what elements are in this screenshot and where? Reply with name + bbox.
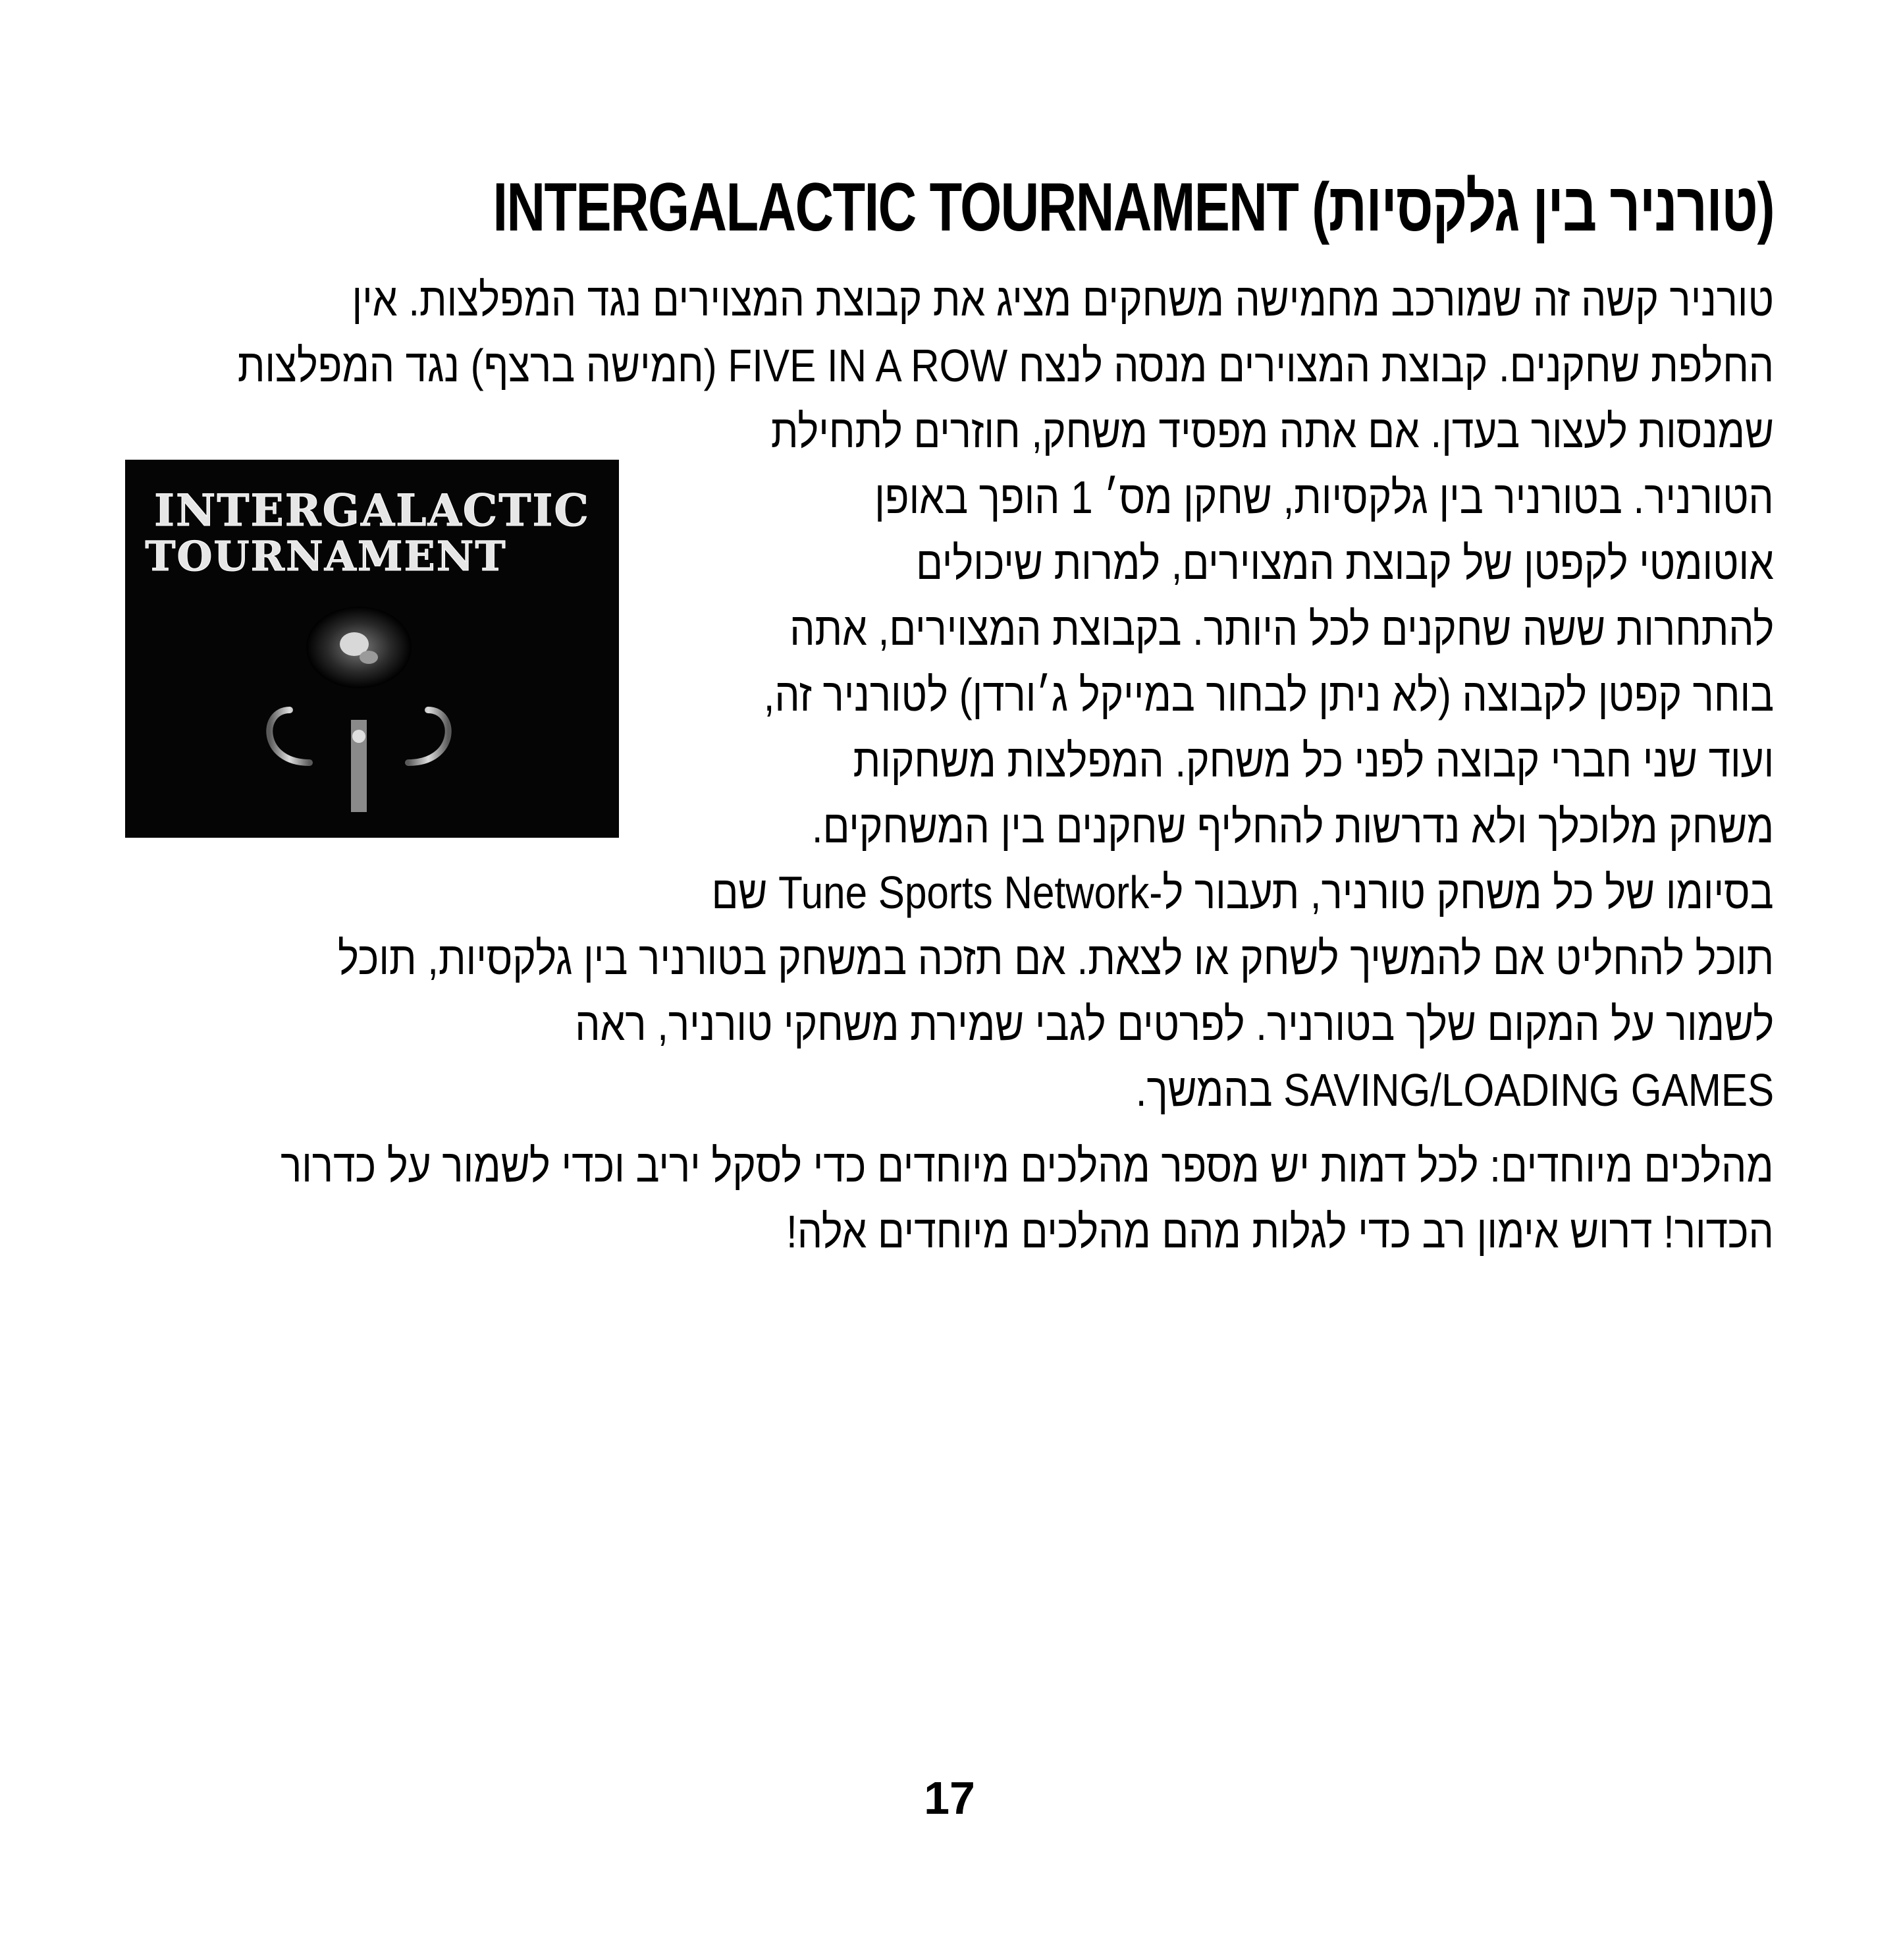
paragraph1-line-4: הטורניר. בטורניר בין גלקסיות, שחקן מס׳ 1 הופך באופן bbox=[874, 472, 1774, 523]
paragraph2-line-2: הכדור! דרוש אימון רב כדי לגלות מהם מהלכים מיוחדים אלה! bbox=[786, 1206, 1774, 1257]
paragraph1-line-9: משחק מלוכלך ולא נדרשות להחליף שחקנים בין המשחקים. bbox=[811, 801, 1774, 852]
section-heading bbox=[493, 168, 1774, 247]
paragraph2-line-1: מהלכים מיוחדים: לכל דמות יש מספר מהלכים מיוחדים כדי לסקל יריב וכדי לשמור על כדרור bbox=[281, 1140, 1774, 1191]
paragraph1-line-1: טורניר קשה זה שמורכב מחמישה משחקים מציג את קבוצת המצוירים נגד המפלצות. אין bbox=[352, 274, 1774, 325]
heading-english: INTERGALACTIC TOURNAMENT bbox=[493, 169, 1298, 246]
paragraph1-line-7: בוחר קפטן לקבוצה (לא ניתן לבחור במייקל ג׳ורדן) לטורניר זה, bbox=[763, 669, 1774, 721]
screenshot-title-line-2: TOURNAMENT bbox=[145, 532, 507, 580]
screenshot-title-line-1: INTERGALACTIC bbox=[154, 485, 590, 536]
paragraph1-line-11: תוכל להחליט אם להמשיך לשחק או לצאת. אם תזכה במשחק בטורניר בין גלקסיות, תוכל bbox=[337, 933, 1774, 984]
paragraph1-line-5: אוטומטי לקפטן של קבוצת המצוירים, למרות שיכולים bbox=[916, 537, 1774, 589]
page-number: 17 bbox=[924, 1772, 975, 1824]
paragraph1-line-8: ועוד שני חברי קבוצה לפני כל משחק. המפלצות משחקות bbox=[853, 735, 1774, 786]
heading-hebrew: (טורניר בין גלקסיות) bbox=[1312, 169, 1774, 246]
game-screenshot bbox=[125, 460, 619, 838]
paragraph1-line-2: החלפת שחקנים. קבוצת המצוירים מנסה לנצח FIVE IN A ROW (חמישה ברצף) נגד המפלצות bbox=[237, 340, 1774, 391]
paragraph1-line-3: שמנסות לעצור בעדן. אם אתה מפסיד משחק, חוזרים לתחילת bbox=[770, 406, 1774, 457]
paragraph1-line-6: להתחרות ששה שחקנים לכל היותר. בקבוצת המצוירים, אתה bbox=[789, 603, 1774, 655]
paragraph1-line-13: SAVING/LOADING GAMES בהמשך. bbox=[1135, 1064, 1774, 1116]
paragraph1-line-12: לשמור על המקום שלך בטורניר. לפרטים לגבי שמירת משחקי טורניר, ראה bbox=[575, 998, 1774, 1050]
paragraph1-line-10: בסיומו של כל משחק טורניר, תעבור ל-Tune Sports Network שם bbox=[711, 867, 1774, 918]
